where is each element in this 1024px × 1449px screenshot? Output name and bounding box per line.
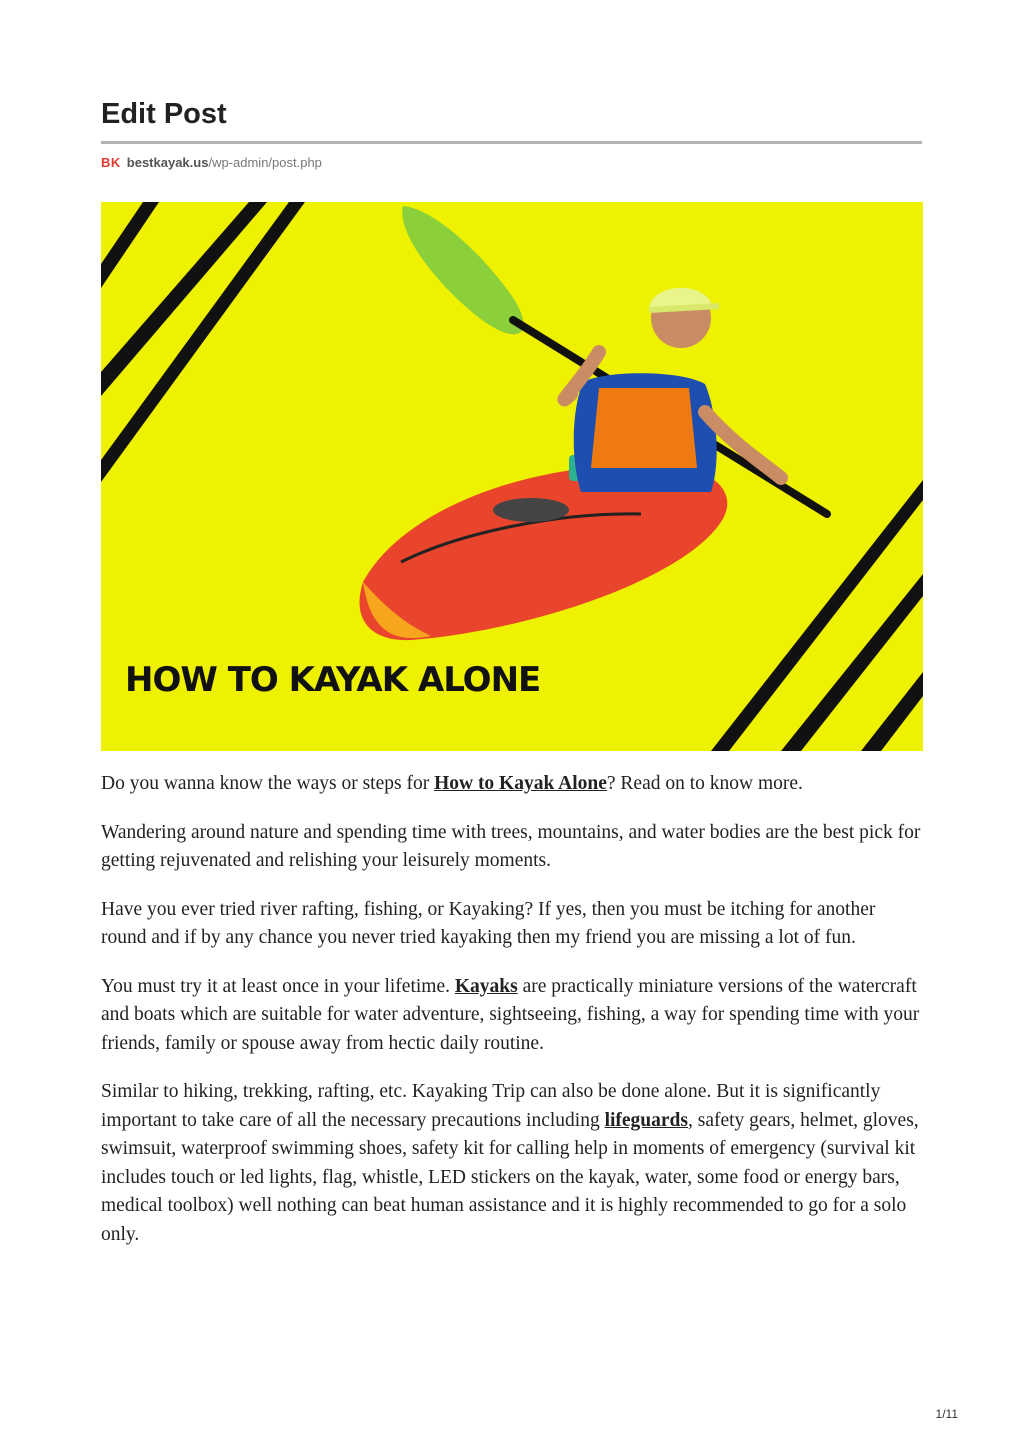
page-title: Edit Post — [101, 98, 227, 130]
link-lifeguards[interactable]: lifeguards — [604, 1109, 688, 1131]
url-path: /wp-admin/post.php — [208, 154, 322, 170]
paragraph-text: You must try it at least once in your lifetime. — [101, 975, 455, 997]
article-paragraph: Have you ever tried river rafting, fishing, or Kayaking? If yes, then you must be itching for another round and if by any chance you never tried kayaking then my friend you are missing a lot of fun. — [101, 898, 876, 948]
paragraph-text: , safety gears, helmet, gloves, swimsuit, waterproof swimming shoes, safety kit for calling help in moments of emergency (survival kit includes touch or led lights, flag, whistle, LED stickers on the kayak, water, some food or energy bars, medical toolbox) well nothing can beat human assistance and it is highly recommended to go for a solo only. — [101, 1109, 919, 1245]
site-logo: BK — [101, 154, 121, 170]
paddler — [564, 288, 781, 492]
site-domain[interactable]: bestkayak.us — [126, 154, 209, 170]
article-paragraph: Wandering around nature and spending time with trees, mountains, and water bodies are the best pick for getting rejuvenated and relishing your leisurely moments. — [101, 821, 921, 871]
hero-image — [101, 202, 923, 751]
paragraph-text: are practically miniature versions of the watercraft and boats which are suitable for water adventure, sightseeing, fishing, a way for spending time with your friends, family or spouse away from hectic daily routine. — [101, 975, 920, 1054]
paragraph-text: Do you wanna know the ways or steps for — [101, 773, 435, 794]
article-paragraph — [101, 973, 923, 1059]
paragraph-text: ? Read on to know more. — [606, 773, 803, 794]
right-stripes — [711, 480, 923, 751]
hero-caption: HOW TO KAYAK ALONE — [125, 660, 541, 700]
paragraph-text: Similar to hiking, trekking, rafting, etc. Kayaking Trip can also be done alone. But it is significantly important to take care of all the necessary precautions including — [101, 1081, 881, 1131]
left-stripes — [101, 202, 305, 482]
article-paragraph — [101, 1078, 923, 1249]
link-kayaks[interactable]: Kayaks — [454, 975, 518, 997]
title-divider — [101, 141, 922, 144]
article-paragraph — [101, 770, 923, 799]
source-url — [101, 152, 322, 172]
link-how-to-kayak-alone[interactable]: How to Kayak Alone — [434, 773, 607, 794]
article-body — [101, 770, 923, 1269]
page-number: 1/11 — [935, 1407, 958, 1421]
